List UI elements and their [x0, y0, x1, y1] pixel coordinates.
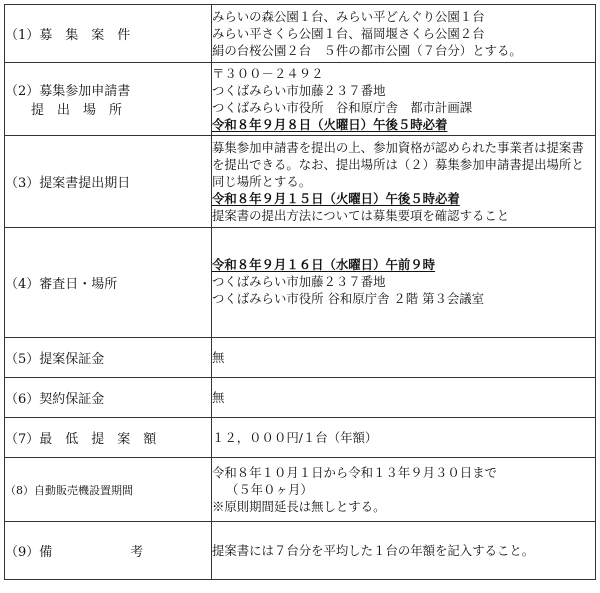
label-recruitment-item: （1）募 集 案 件	[5, 5, 212, 63]
period-extension-note: ※原則期間延長は無しとする。	[212, 499, 386, 514]
address-line: つくばみらい市加藤２３７番地	[212, 83, 386, 98]
proposal-intro: 募集参加申請書を提出の上、参加資格が認められた事業者は提案書を提出できる。なお、提出場所は（２）募集参加申請書提出場所と同じ場所とする。	[212, 140, 584, 189]
park-line-2: みらい平さくら公園１台、福岡堰さくら公園２台	[212, 26, 485, 41]
application-deadline: 令和８年９月８日（火曜日）午後５時必着	[212, 117, 448, 132]
label-remarks: （9）備 考	[5, 522, 212, 580]
label-vending-period: （8）自動販売機設置期間	[5, 458, 212, 522]
office-line: つくばみらい市役所 谷和原庁舎 都市計画課	[212, 100, 473, 115]
postal-code: 〒３００－２４９２	[212, 66, 324, 81]
row-application-submission-place	[5, 63, 596, 136]
row-proposal-deposit	[5, 338, 596, 378]
value-contract-deposit: 無	[212, 378, 596, 418]
label-proposal-deposit: （5）提案保証金	[5, 338, 212, 378]
label-proposal-deadline: （3）提案書提出期日	[5, 136, 212, 228]
row-remarks	[5, 522, 596, 580]
value-minimum-bid: １２，０００円/１台（年額）	[212, 418, 596, 458]
value-proposal-deposit: 無	[212, 338, 596, 378]
value-review-date-place	[212, 228, 596, 338]
label-minimum-bid: （7）最 低 提 案 額	[5, 418, 212, 458]
park-line-3: 絹の台桜公園２台 ５件の都市公園（７台分）とする。	[212, 43, 522, 58]
row-review-date-place	[5, 228, 596, 338]
row-minimum-bid	[5, 418, 596, 458]
row-proposal-deadline	[5, 136, 596, 228]
proposal-method-note: 提案書の提出方法については募集要項を確認すること	[212, 208, 510, 223]
value-vending-period	[212, 458, 596, 522]
row-contract-deposit	[5, 378, 596, 418]
label-contract-deposit: （6）契約保証金	[5, 378, 212, 418]
review-room: つくばみらい市役所 谷和原庁舎 ２階 第３会議室	[212, 291, 485, 306]
value-proposal-deadline	[212, 136, 596, 228]
review-date: 令和８年９月１６日（水曜日）午前９時	[212, 257, 436, 272]
park-line-1: みらいの森公園１台、みらい平どんぐり公園１台	[212, 9, 485, 24]
row-vending-period	[5, 458, 596, 522]
period-range: 令和８年１０月１日から令和１３年９月３０日まで	[212, 465, 497, 480]
recruitment-terms-table	[4, 4, 596, 580]
review-address: つくばみらい市加藤２３７番地	[212, 274, 386, 289]
label-application-submission-place: （2）募集参加申請書 提 出 場 所	[5, 63, 212, 136]
value-remarks	[212, 522, 596, 580]
remarks-text: 提案書には７台分を平均した１台の年額を記入すること。	[212, 543, 535, 558]
period-duration: （５年０ヶ月）	[226, 482, 313, 497]
value-recruitment-item	[212, 5, 596, 63]
value-application-submission-place	[212, 63, 596, 136]
row-recruitment-item	[5, 5, 596, 63]
label-review-date-place: （4）審査日・場所	[5, 228, 212, 338]
proposal-deadline-date: 令和８年９月１５日（火曜日）午後５時必着	[212, 191, 460, 206]
